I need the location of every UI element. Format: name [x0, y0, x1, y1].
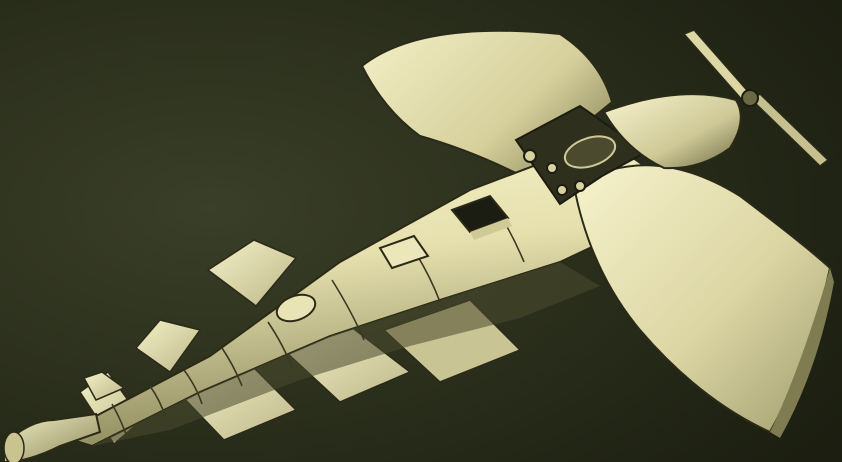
exhaust-mouth — [4, 432, 24, 462]
